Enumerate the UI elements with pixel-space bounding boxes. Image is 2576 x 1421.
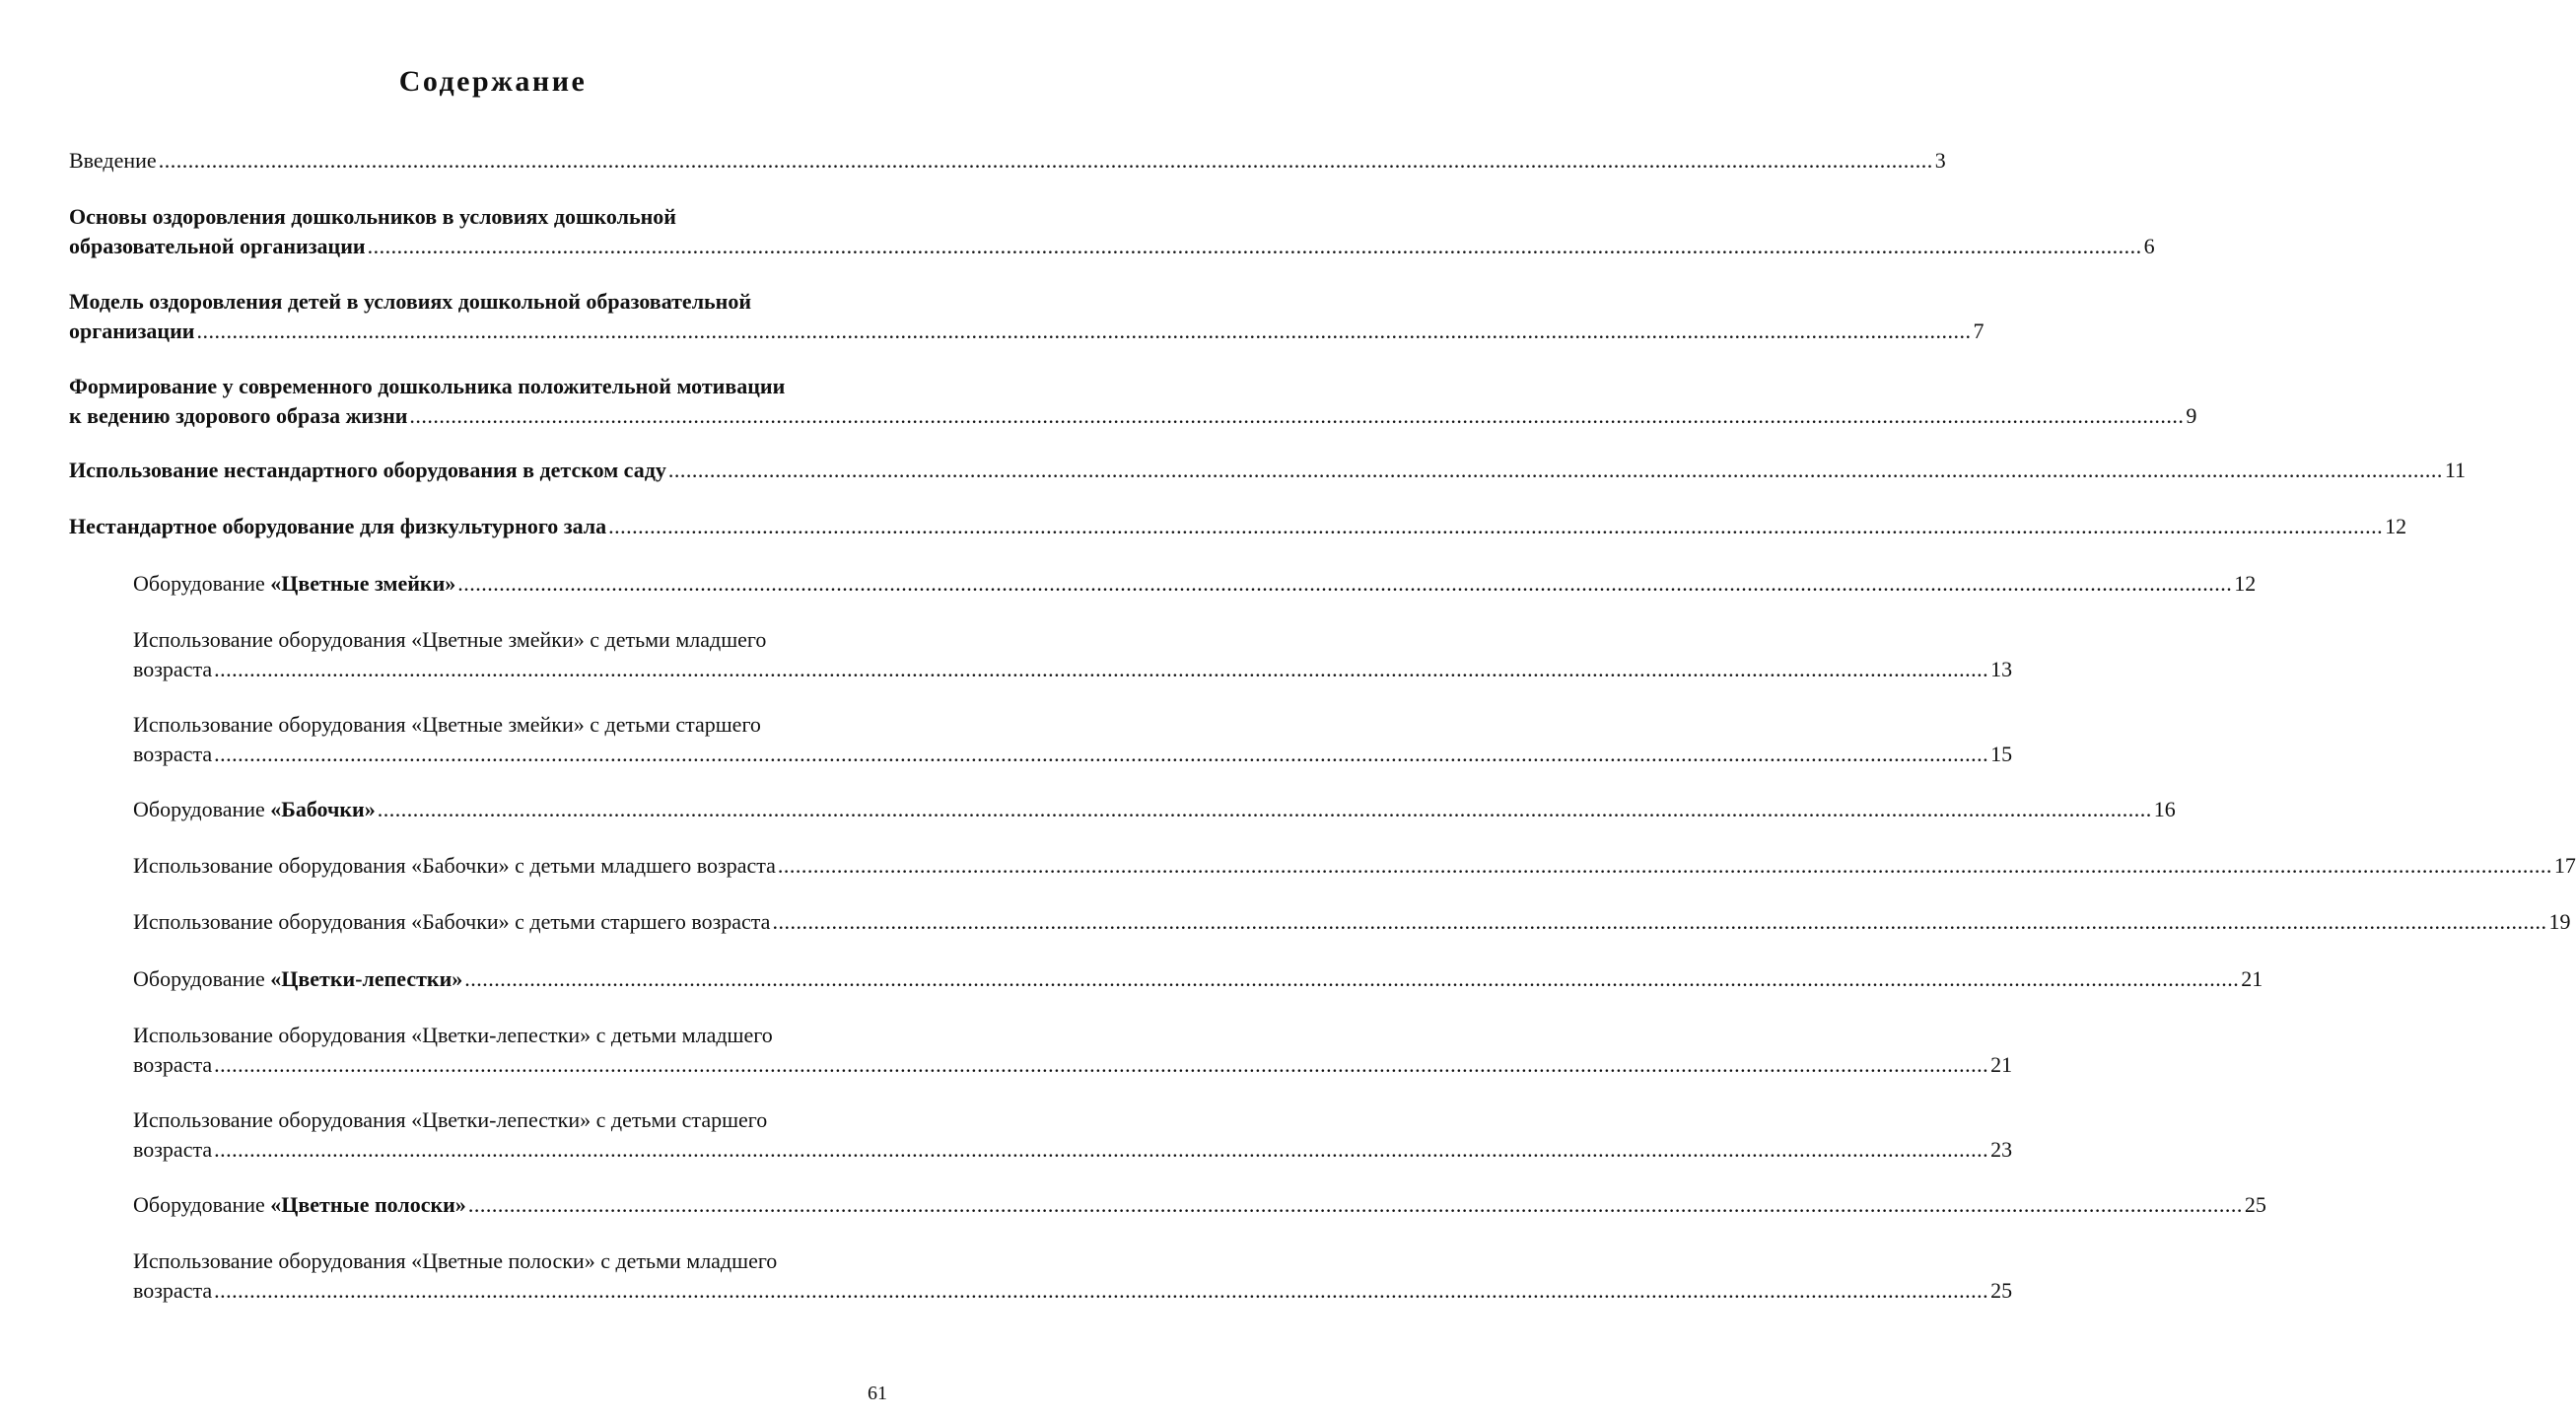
dot-leader: ............................................................................................................................................................................................................................................................................................................ bbox=[772, 909, 2547, 934]
toc-entry-text: образовательной организации bbox=[69, 234, 366, 258]
toc-page-number: 3 bbox=[1934, 148, 1946, 173]
toc-entry-text: возраста bbox=[133, 1278, 213, 1303]
toc-entry-colored-stripes bbox=[133, 1190, 2266, 1220]
toc-entry-text: организации bbox=[69, 319, 195, 343]
toc-page-number: 7 bbox=[1973, 319, 1984, 343]
toc-entry-text: Использование оборудования «Цветные змейки» с детьми старшего bbox=[133, 712, 761, 737]
toc-page-number: 12 bbox=[2385, 514, 2407, 538]
toc-entry-text: Использование оборудования «Бабочки» с детьми младшего возраста bbox=[133, 853, 776, 878]
toc-page-number: 25 bbox=[2244, 1192, 2266, 1217]
toc-page-number: 6 bbox=[2143, 234, 2155, 258]
toc-entry-text: возраста bbox=[133, 657, 213, 681]
toc-entry-text: Оборудование bbox=[133, 571, 271, 596]
toc-entry-text: Оборудование bbox=[133, 966, 271, 991]
dot-leader: ............................................................................................................................................................................................................................................................................................................ bbox=[214, 1052, 1989, 1077]
toc-entry-butterflies-younger bbox=[133, 851, 2576, 881]
toc-entry-text: Введение bbox=[69, 148, 157, 173]
dot-leader: ............................................................................................................................................................................................................................................................................................................ bbox=[467, 1192, 2243, 1217]
toc-entry-butterflies-older bbox=[133, 907, 2571, 937]
toc-page-number: 17 bbox=[2553, 853, 2576, 878]
dot-leader: ............................................................................................................................................................................................................................................................................................................ bbox=[457, 571, 2233, 596]
toc-entry-text: Использование оборудования «Цветки-лепестки» с детьми младшего bbox=[133, 1023, 773, 1047]
dot-leader: ............................................................................................................................................................................................................................................................................................................ bbox=[367, 234, 2142, 258]
dot-leader: ............................................................................................................................................................................................................................................................................................................ bbox=[608, 514, 2384, 538]
dot-leader: ............................................................................................................................................................................................................................................................................................................ bbox=[214, 1137, 1989, 1162]
dot-leader: ............................................................................................................................................................................................................................................................................................................ bbox=[196, 319, 1972, 343]
toc-page-number: 16 bbox=[2153, 797, 2176, 821]
dot-leader: ............................................................................................................................................................................................................................................................................................................ bbox=[158, 148, 1933, 173]
dot-leader: ............................................................................................................................................................................................................................................................................................................ bbox=[214, 742, 1989, 766]
toc-entry-snakes-younger bbox=[133, 625, 2013, 684]
toc-page-number: 13 bbox=[1990, 657, 2013, 681]
equipment-name: «Бабочки» bbox=[270, 797, 376, 821]
dot-leader: ............................................................................................................................................................................................................................................................................................................ bbox=[777, 853, 2552, 878]
toc-page-number: 11 bbox=[2444, 458, 2467, 482]
toc-entry-text: возраста bbox=[133, 1052, 213, 1077]
dot-leader: ............................................................................................................................................................................................................................................................................................................ bbox=[464, 966, 2240, 991]
toc-entry-text: Формирование у современного дошкольника положительной мотивации bbox=[69, 374, 786, 398]
toc-entry-text: возраста bbox=[133, 742, 213, 766]
toc-page-number: 21 bbox=[2241, 966, 2263, 991]
toc-entry-text: Использование оборудования «Цветки-лепестки» с детьми старшего bbox=[133, 1107, 768, 1132]
dot-leader: ............................................................................................................................................................................................................................................................................................................ bbox=[214, 657, 1989, 681]
equipment-name: «Цветные змейки» bbox=[270, 571, 456, 596]
toc-entry-health-basics bbox=[69, 202, 2155, 261]
dot-leader: ............................................................................................................................................................................................................................................................................................................ bbox=[214, 1278, 1989, 1303]
footer-page-number: 61 bbox=[868, 1383, 887, 1404]
equipment-name: «Цветки-лепестки» bbox=[270, 966, 463, 991]
toc-entry-text: Модель оздоровления детей в условиях дошкольной образовательной bbox=[69, 289, 752, 314]
toc-entry-snakes-older bbox=[133, 710, 2013, 769]
toc-entry-health-model bbox=[69, 287, 1984, 346]
toc-entry-petals-older bbox=[133, 1105, 2013, 1165]
toc-page-number: 15 bbox=[1990, 742, 2013, 766]
toc-entry-introduction bbox=[69, 146, 1946, 176]
toc-entry-butterflies bbox=[133, 795, 2176, 824]
dot-leader: ............................................................................................................................................................................................................................................................................................................ bbox=[377, 797, 2152, 821]
toc-entry-stripes-younger bbox=[133, 1246, 2013, 1306]
toc-page-number: 25 bbox=[1990, 1278, 2013, 1303]
toc-entry-text: Основы оздоровления дошкольников в условиях дошкольной bbox=[69, 204, 676, 229]
toc-entry-text: Оборудование bbox=[133, 797, 271, 821]
toc-entry-colored-snakes bbox=[133, 569, 2257, 599]
toc-entry-text: Оборудование bbox=[133, 1192, 271, 1217]
toc-entry-flower-petals bbox=[133, 964, 2263, 994]
toc-entry-petals-younger bbox=[133, 1021, 2013, 1080]
toc-entry-gym-equipment bbox=[69, 512, 2407, 541]
toc-page-number: 19 bbox=[2548, 909, 2571, 934]
toc-entry-text: Использование нестандартного оборудования в детском саду bbox=[69, 458, 666, 482]
toc-page-number: 12 bbox=[2234, 571, 2257, 596]
toc-page-number: 23 bbox=[1990, 1137, 2013, 1162]
toc-entry-text: к ведению здорового образа жизни bbox=[69, 403, 408, 428]
equipment-name: «Цветные полоски» bbox=[270, 1192, 466, 1217]
toc-entry-text: Нестандартное оборудование для физкультурного зала bbox=[69, 514, 607, 538]
toc-entry-motivation bbox=[69, 372, 2197, 431]
dot-leader: ............................................................................................................................................................................................................................................................................................................ bbox=[667, 458, 2443, 482]
dot-leader: ............................................................................................................................................................................................................................................................................................................ bbox=[409, 403, 2185, 428]
toc-entry-text: Использование оборудования «Бабочки» с детьми старшего возраста bbox=[133, 909, 771, 934]
toc-page-number: 9 bbox=[2186, 403, 2197, 428]
page-title: Содержание bbox=[398, 65, 588, 98]
toc-entry-nonstandard-kindergarten bbox=[69, 456, 2467, 485]
toc-page-number: 21 bbox=[1990, 1052, 2013, 1077]
toc-entry-text: возраста bbox=[133, 1137, 213, 1162]
toc-entry-text: Использование оборудования «Цветные змейки» с детьми младшего bbox=[133, 627, 767, 652]
toc-entry-text: Использование оборудования «Цветные полоски» с детьми младшего bbox=[133, 1248, 778, 1273]
